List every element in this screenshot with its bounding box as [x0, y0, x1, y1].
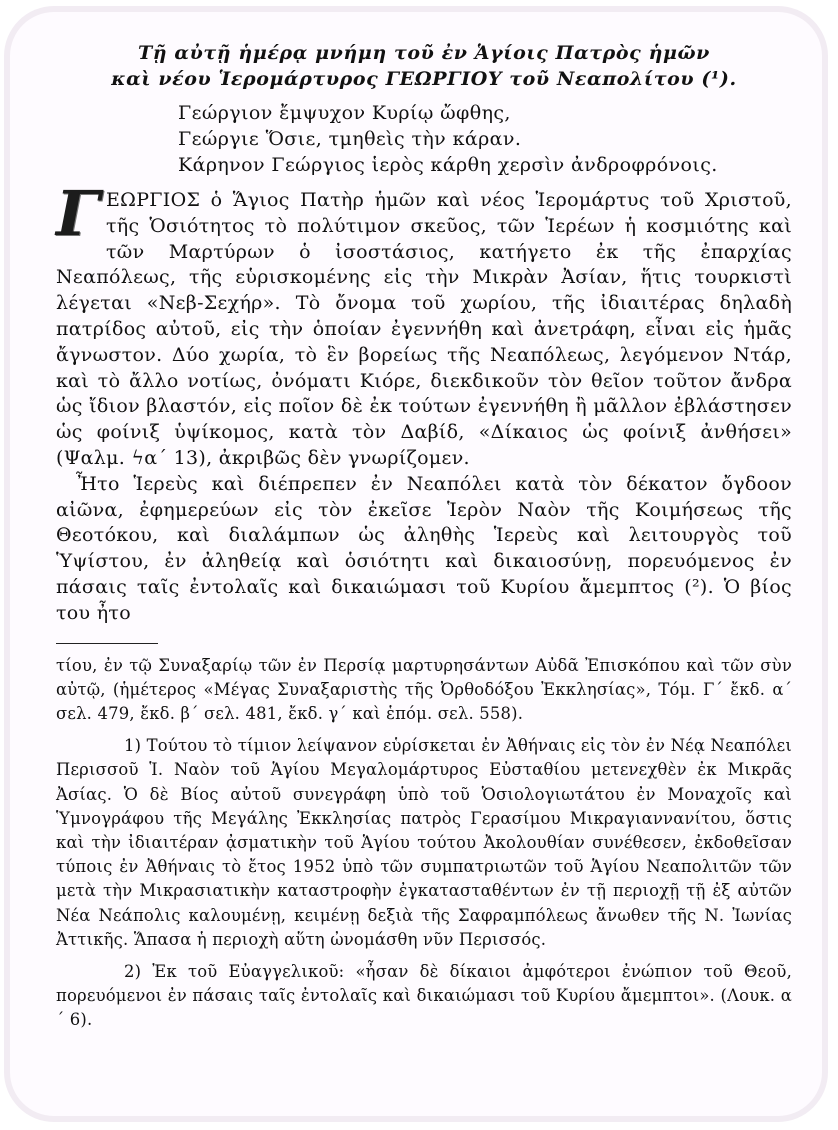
- footnote-2: 2) Ἐκ τοῦ Εὐαγγελικοῦ: «ἦσαν δὲ δίκαιοι ἀμφότεροι ἐνώπιον τοῦ Θεοῦ, πορευόμενοι ἐν πάσαις ταῖς ἐντολαῖς καὶ δικαιώμασι τοῦ Κυρίου ἄμεμπτοι». (Λουκ. α´ 6).: [56, 961, 792, 1030]
- verse-line-3: Κάρηνον Γεώργιος ἱερὸς κάρθη χερσὶν ἀνδροφρόνοις.: [178, 154, 718, 176]
- footnote-divider: [56, 643, 158, 644]
- feast-title: [56, 40, 792, 92]
- footnote-continuation: τίου, ἐν τῷ Συναξαρίῳ τῶν ἐν Περσίᾳ μαρτυρησάντων Αὐδᾶ Ἐπισκόπου καὶ τῶν σὺν αὐτῷ, (ἡμέτερος «Μέγας Συναξαριστὴς τῆς Ὀρθοδόξου Ἐκκλησίας», Τόμ. Γ´ ἔκδ. α´ σελ. 479, ἔκδ. β´ σελ. 481, ἔκδ. γ´ καὶ ἑπόμ. σελ. 558).: [56, 655, 792, 723]
- verses-block: [178, 100, 792, 178]
- drop-cap-initial: Γ: [56, 177, 101, 250]
- footnote-1: 1) Τούτου τὸ τίμιον λείψανον εὑρίσκεται ἐν Ἀθήναις εἰς τὸν ἐν Νέᾳ Νεαπόλει Περισσοῦ Ἱ. Ναὸν τοῦ Ἁγίου Μεγαλομάρτυρος Εὐσταθίου μετενεχθὲν ἐκ Μικρᾶς Ἀσίας. Ὁ δὲ Βίος αὐτοῦ συνεγράφη ὑπὸ τοῦ Ὁσιολογιωτάτου ἐν Μοναχοῖς καὶ Ὑμνογράφου τῆς Μεγάλης Ἐκκλησίας πατρὸς Γερασίμου Μικραγιαννανίτου, ὅστις καὶ τὴν ἰδιαιτέραν ᾀσματικὴν τοῦ Ἁγίου τούτου Ἀκολουθίαν συνέθεσεν, ἐκδοθεῖσαν τύποις ἐν Ἀθήναις τὸ ἔτος 1952 ὑπὸ τῶν συμπατριωτῶν τοῦ Ἁγίου Νεαπολιτῶν τῶν μετὰ τὴν Μικρασιατικὴν καταστροφὴν ἐγκατασταθέντων ἐν τῇ περιοχῇ τῇ ἐξ αὐτῶν Νέα Νεάπολις καλουμένῃ, κειμένῃ δεξιὰ τῆς Σαφραμπόλεως ἄνωθεν τῆς Ν. Ἰωνίας Ἀττικῆς. Ἅπασα ἡ περιοχὴ αὕτη ὠνομάσθη νῦν Περισσός.: [56, 736, 792, 949]
- document-page: [56, 40, 792, 1033]
- title-line-1: Τῇ αὐτῇ ἡμέρᾳ μνήμη τοῦ ἐν Ἁγίοις Πατρὸς ἡμῶν: [138, 42, 710, 64]
- paragraph-1-text: ΕΩΡΓΙΟΣ ὁ Ἅγιος Πατὴρ ἡμῶν καὶ νέος Ἱερομάρτυς τοῦ Χριστοῦ, τῆς Ὁσιότητος τὸ πολύτιμον σκεῦος, τῶν Ἱερέων ἡ κοσμιότης καὶ τῶν Μαρτύρων ὁ ἰσοστάσιος, κατήγετο ἐκ τῆς ἐπαρχίας Νεαπόλεως, τῆς εὑρισκομένης εἰς τὴν Μικρὰν Ἀσίαν, ἥτις τουρκιστὶ λέγεται «Νεβ-Σεχήρ». Τὸ ὄνομα τοῦ χωρίου, τῆς ἰδιαιτέρας δηλαδὴ πατρίδος αὐτοῦ, εἰς τὴν ὁποίαν ἐγεννήθη καὶ ἀνετράφη, εἶναι εἰς ἡμᾶς ἄγνωστον. Δύο χωρία, τὸ ἓν βορείως τῆς Νεαπόλεως, λεγόμενον Ντάρ, καὶ τὸ ἄλλο νοτίως, ὀνόματι Κιόρε, διεκδικοῦν τὸν θεῖον τοῦτον ἄνδρα ὡς ἴδιον βλαστόν, εἰς ποῖον δὲ ἐκ τούτων ἐγεννήθη ἢ μᾶλλον ἐβλάστησεν ὡς φοίνιξ ὑψίκομος, κατὰ τὸν Δαβίδ, «Δίκαιος ὡς φοίνιξ ἀνθήσει» (Ψαλμ. ϟα´ 13), ἀκριβῶς δὲν γνωρίζομεν.: [56, 189, 792, 469]
- main-text: [56, 177, 792, 627]
- footnotes: [56, 654, 792, 1033]
- verse-line-2: Γεώργιε Ὅσιε, τμηθεὶς τὴν κάραν.: [178, 128, 522, 150]
- verse-line-1: Γεώργιον ἔμψυχον Κυρίῳ ὤφθης,: [178, 102, 511, 124]
- paragraph-1: [56, 177, 792, 472]
- paragraph-2: Ἦτο Ἱερεὺς καὶ διέπρεπεν ἐν Νεαπόλει κατὰ τὸν δέκατον ὄγδοον αἰῶνα, ἐφημερεύων εἰς τὸν ἐκεῖσε Ἱερὸν Ναὸν τῆς Κοιμήσεως τῆς Θεοτόκου, καὶ διαλάμπων ὡς ἀληθὴς Ἱερεὺς καὶ λειτουργὸς τοῦ Ὑψίστου, ἐν ἀληθείᾳ καὶ ὁσιότητι καὶ δικαιοσύνῃ, πορευόμενος ἐν πάσαις ταῖς ἐντολαῖς καὶ δικαιώμασι τοῦ Κυρίου ἄμεμπτος (²). Ὁ βίος του ἦτο: [56, 472, 792, 624]
- title-line-2: καὶ νέου Ἱερομάρτυρος ΓΕΩΡΓΙΟΥ τοῦ Νεαπολίτου (¹).: [111, 68, 737, 90]
